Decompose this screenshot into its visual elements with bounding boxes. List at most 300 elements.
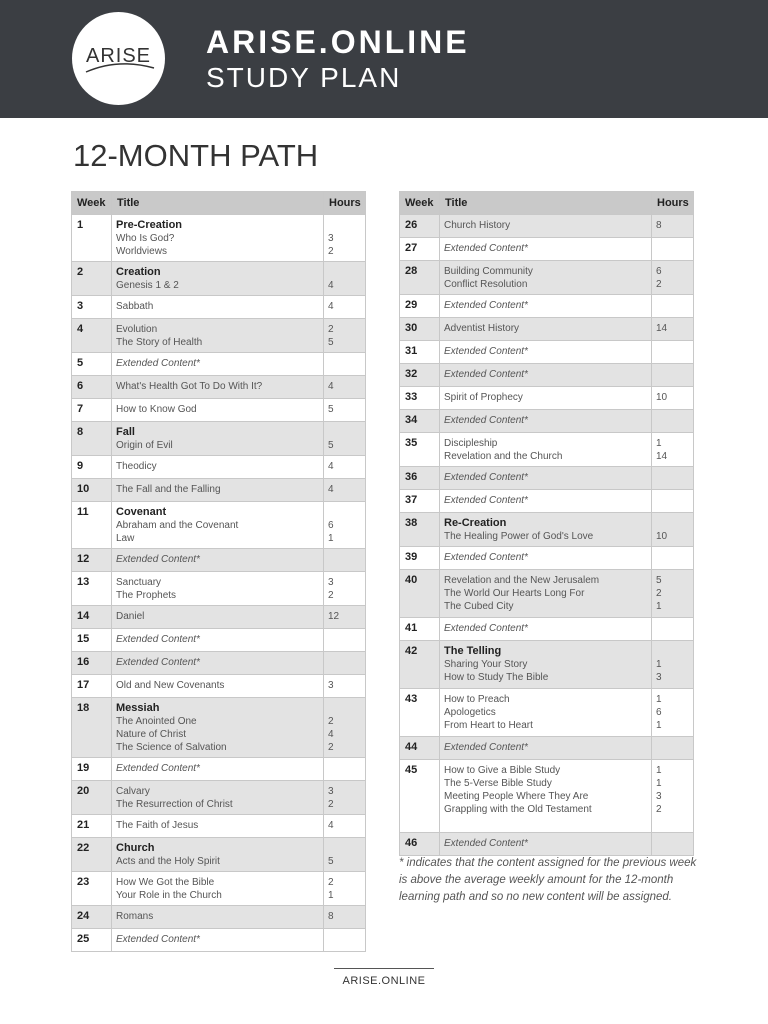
lesson-hours: 1	[656, 659, 662, 670]
table-row	[400, 295, 694, 318]
title-cell	[112, 675, 324, 698]
table-row	[72, 422, 366, 456]
lesson-hours	[656, 837, 693, 850]
left-table-body	[72, 215, 366, 952]
title-cell	[440, 570, 652, 618]
extended-content-label: Extended Content*	[444, 300, 528, 311]
title-cell	[112, 262, 324, 296]
hours-cell	[324, 815, 366, 838]
section-title: Fall	[116, 426, 135, 438]
table-row	[72, 502, 366, 549]
week-number: 34	[400, 410, 440, 433]
table-row	[400, 467, 694, 490]
lesson-hours: 14	[656, 451, 668, 462]
table-row	[400, 318, 694, 341]
lesson-title: Grappling with the Old Testament	[444, 804, 592, 815]
hours-cell	[324, 629, 366, 652]
title-cell	[440, 760, 652, 833]
title-cell	[440, 364, 652, 387]
week-number: 39	[400, 547, 440, 570]
hours-cell	[652, 433, 694, 467]
table-row	[72, 215, 366, 262]
extended-content-label: Extended Content*	[444, 495, 528, 506]
extended-content-label: Extended Content*	[444, 346, 528, 357]
hours-cell	[652, 737, 694, 760]
hours-cell	[652, 618, 694, 641]
hours-cell	[324, 262, 366, 296]
title-cell	[440, 737, 652, 760]
table-row	[400, 341, 694, 364]
title-cell	[440, 387, 652, 410]
lesson-title: Sabbath	[116, 301, 154, 312]
lesson-title: Old and New Covenants	[116, 680, 225, 691]
lesson-title: Romans	[116, 911, 154, 922]
column-header-title: Title	[440, 192, 652, 215]
hours-cell	[324, 929, 366, 952]
week-number: 29	[400, 295, 440, 318]
hours-cell	[324, 353, 366, 376]
title-cell	[440, 490, 652, 513]
week-number: 35	[400, 433, 440, 467]
table-row	[400, 760, 694, 833]
lesson-hours: 3	[656, 672, 662, 683]
week-number: 17	[72, 675, 112, 698]
title-cell	[112, 319, 324, 353]
table-row	[400, 238, 694, 261]
lesson-hours: 5	[328, 337, 334, 348]
lesson-hours: 1	[656, 601, 662, 612]
lesson-hours: 5	[328, 440, 334, 451]
extended-content-label: Extended Content*	[444, 243, 528, 254]
extended-content-label: Extended Content*	[444, 415, 528, 426]
week-number: 45	[400, 760, 440, 833]
title-cell	[112, 929, 324, 952]
lesson-hours: 2	[656, 279, 662, 290]
lesson-hours: 4	[328, 484, 334, 495]
table-row	[400, 410, 694, 433]
column-header-week: Week	[400, 192, 440, 215]
brand-title: ARISE.ONLINE	[206, 24, 470, 60]
column-header-week: Week	[72, 192, 112, 215]
hours-cell	[324, 652, 366, 675]
week-number: 19	[72, 758, 112, 781]
hours-cell	[324, 838, 366, 872]
week-number: 2	[72, 262, 112, 296]
lesson-hours	[328, 553, 365, 566]
lesson-title: How to Study The Bible	[444, 672, 549, 683]
title-cell	[112, 549, 324, 572]
week-number: 27	[400, 238, 440, 261]
lesson-hours: 1	[656, 765, 662, 776]
right-table-body	[400, 215, 694, 856]
lesson-hours: 3	[328, 577, 334, 588]
title-cell	[112, 296, 324, 319]
lesson-hours	[656, 368, 693, 381]
lesson-title: Adventist History	[444, 323, 520, 334]
table-header-row	[72, 192, 366, 215]
week-number: 36	[400, 467, 440, 490]
table-row	[400, 689, 694, 737]
table-header-row	[400, 192, 694, 215]
week-number: 3	[72, 296, 112, 319]
lesson-hours	[328, 426, 365, 439]
hours-cell	[652, 490, 694, 513]
title-cell	[112, 456, 324, 479]
lesson-hours: 4	[328, 381, 334, 392]
title-cell	[112, 215, 324, 262]
week-number: 30	[400, 318, 440, 341]
table-row	[72, 906, 366, 929]
title-cell	[112, 838, 324, 872]
hours-cell	[652, 387, 694, 410]
lesson-hours: 6	[656, 266, 662, 277]
hours-cell	[652, 364, 694, 387]
table-row	[72, 262, 366, 296]
title-cell	[440, 410, 652, 433]
section-title: The Telling	[444, 645, 502, 657]
left-schedule-table	[71, 191, 366, 952]
title-cell	[440, 215, 652, 238]
extended-content-label: Extended Content*	[444, 369, 528, 380]
table-row	[72, 698, 366, 758]
lesson-hours: 5	[656, 575, 662, 586]
lesson-hours	[328, 842, 365, 855]
lesson-hours: 10	[656, 531, 668, 542]
week-number: 44	[400, 737, 440, 760]
table-row	[400, 833, 694, 856]
title-cell	[440, 295, 652, 318]
lesson-title: The Healing Power of God's Love	[444, 531, 594, 542]
title-cell	[440, 547, 652, 570]
lesson-title: Who Is God?	[116, 233, 175, 244]
extended-content-label: Extended Content*	[444, 838, 528, 849]
hours-cell	[652, 215, 694, 238]
week-number: 25	[72, 929, 112, 952]
section-title: Church	[116, 842, 155, 854]
logo-text: ARISE	[85, 45, 152, 67]
hours-cell	[652, 689, 694, 737]
extended-content-label: Extended Content*	[444, 623, 528, 634]
hours-cell	[324, 376, 366, 399]
table-row	[400, 618, 694, 641]
lesson-hours: 14	[656, 323, 668, 334]
header-banner	[0, 0, 768, 118]
hours-cell	[324, 296, 366, 319]
week-number: 7	[72, 399, 112, 422]
lesson-title: Genesis 1 & 2	[116, 280, 179, 291]
table-row	[72, 815, 366, 838]
table-row	[400, 570, 694, 618]
column-header-hours: Hours	[652, 192, 694, 215]
title-cell	[112, 698, 324, 758]
lesson-title: The Resurrection of Christ	[116, 799, 233, 810]
lesson-title: The 5-Verse Bible Study	[444, 778, 552, 789]
week-number: 40	[400, 570, 440, 618]
lesson-hours: 2	[328, 716, 334, 727]
lesson-hours: 8	[656, 220, 662, 231]
hours-cell	[324, 502, 366, 549]
hours-cell	[652, 760, 694, 833]
hours-cell	[652, 833, 694, 856]
title-cell	[112, 502, 324, 549]
title-cell	[112, 781, 324, 815]
lesson-title: Spirit of Prophecy	[444, 392, 523, 403]
table-row	[72, 456, 366, 479]
title-cell	[440, 238, 652, 261]
title-cell	[440, 513, 652, 547]
extended-content-label: Extended Content*	[444, 472, 528, 483]
title-cell	[440, 341, 652, 364]
hours-cell	[652, 513, 694, 547]
title-cell	[440, 261, 652, 295]
hours-cell	[652, 261, 694, 295]
lesson-hours: 2	[656, 804, 662, 815]
hours-cell	[324, 906, 366, 929]
lesson-hours: 2	[328, 246, 334, 257]
section-title: Messiah	[116, 702, 160, 714]
lesson-hours	[656, 741, 693, 754]
lesson-title: Apologetics	[444, 707, 496, 718]
lesson-hours: 12	[328, 611, 340, 622]
week-number: 14	[72, 606, 112, 629]
lesson-hours: 6	[328, 520, 334, 531]
lesson-title: Origin of Evil	[116, 440, 173, 451]
lesson-title: The World Our Hearts Long For	[444, 588, 585, 599]
lesson-hours	[656, 299, 693, 312]
table-row	[400, 215, 694, 238]
table-row	[72, 838, 366, 872]
week-number: 16	[72, 652, 112, 675]
right-schedule-table	[399, 191, 694, 856]
lesson-title: Your Role in the Church	[116, 890, 222, 901]
lesson-hours: 1	[656, 438, 662, 449]
lesson-hours	[656, 242, 693, 255]
table-row	[400, 513, 694, 547]
lesson-hours	[656, 494, 693, 507]
table-row	[72, 652, 366, 675]
hours-cell	[324, 675, 366, 698]
lesson-title: The Story of Health	[116, 337, 203, 348]
week-number: 9	[72, 456, 112, 479]
lesson-hours	[656, 471, 693, 484]
title-cell	[112, 906, 324, 929]
lesson-hours: 1	[328, 533, 334, 544]
week-number: 18	[72, 698, 112, 758]
hours-cell	[652, 295, 694, 318]
lesson-title: Nature of Christ	[116, 729, 187, 740]
hours-cell	[652, 467, 694, 490]
lesson-hours: 4	[328, 729, 334, 740]
week-number: 21	[72, 815, 112, 838]
lesson-title: The Anointed One	[116, 716, 197, 727]
table-row	[400, 261, 694, 295]
table-row	[72, 872, 366, 906]
week-number: 20	[72, 781, 112, 815]
lesson-title: Sanctuary	[116, 577, 162, 588]
lesson-hours	[656, 622, 693, 635]
table-row	[400, 490, 694, 513]
lesson-hours: 8	[328, 911, 334, 922]
title-cell	[112, 353, 324, 376]
lesson-title: Abraham and the Covenant	[116, 520, 239, 531]
lesson-hours: 2	[656, 588, 662, 599]
lesson-title: Building Community	[444, 266, 533, 277]
hours-cell	[324, 872, 366, 906]
week-number: 33	[400, 387, 440, 410]
lesson-title: Daniel	[116, 611, 145, 622]
week-number: 46	[400, 833, 440, 856]
hours-cell	[324, 698, 366, 758]
table-row	[400, 641, 694, 689]
week-number: 6	[72, 376, 112, 399]
extended-content-label: Extended Content*	[116, 763, 200, 774]
lesson-title: From Heart to Heart	[444, 720, 533, 731]
table-row	[72, 606, 366, 629]
title-cell	[112, 606, 324, 629]
lesson-title: Church History	[444, 220, 511, 231]
table-row	[400, 433, 694, 467]
footer-link[interactable]: ARISE.ONLINE	[342, 975, 426, 987]
week-number: 43	[400, 689, 440, 737]
lesson-hours: 4	[328, 820, 334, 831]
week-number: 8	[72, 422, 112, 456]
hours-cell	[324, 422, 366, 456]
lesson-title: The Science of Salvation	[116, 742, 227, 753]
week-number: 23	[72, 872, 112, 906]
table-row	[72, 399, 366, 422]
hours-cell	[652, 570, 694, 618]
extended-content-label: Extended Content*	[116, 657, 200, 668]
title-cell	[440, 689, 652, 737]
week-number: 26	[400, 215, 440, 238]
hours-cell	[324, 319, 366, 353]
extended-content-label: Extended Content*	[444, 742, 528, 753]
section-title: Creation	[116, 266, 161, 278]
lesson-title: What's Health Got To Do With It?	[116, 381, 263, 392]
hours-cell	[324, 572, 366, 606]
week-number: 15	[72, 629, 112, 652]
title-cell	[112, 872, 324, 906]
lesson-hours	[656, 345, 693, 358]
table-row	[72, 479, 366, 502]
lesson-title: Acts and the Holy Spirit	[116, 856, 220, 867]
lesson-title: The Prophets	[116, 590, 177, 601]
week-number: 42	[400, 641, 440, 689]
lesson-title: How We Got the Bible	[116, 877, 215, 888]
lesson-title: Evolution	[116, 324, 158, 335]
lesson-hours: 2	[328, 324, 334, 335]
hours-cell	[652, 547, 694, 570]
lesson-hours	[328, 357, 365, 370]
lesson-title: The Faith of Jesus	[116, 820, 199, 831]
lesson-hours: 6	[656, 707, 662, 718]
hours-cell	[652, 410, 694, 433]
hours-cell	[652, 341, 694, 364]
page-title: 12-MONTH PATH	[73, 138, 319, 173]
footer-divider	[334, 968, 434, 969]
lesson-hours: 4	[328, 461, 334, 472]
title-cell	[112, 376, 324, 399]
table-row	[400, 387, 694, 410]
lesson-title: Revelation and the New Jerusalem	[444, 575, 600, 586]
hours-cell	[324, 781, 366, 815]
title-cell	[440, 467, 652, 490]
title-cell	[440, 618, 652, 641]
lesson-hours: 10	[656, 392, 668, 403]
column-header-title: Title	[112, 192, 324, 215]
hours-cell	[652, 318, 694, 341]
hours-cell	[324, 456, 366, 479]
extended-content-label: Extended Content*	[444, 552, 528, 563]
extended-content-label: Extended Content*	[116, 554, 200, 565]
week-number: 32	[400, 364, 440, 387]
table-row	[72, 758, 366, 781]
lesson-hours	[328, 266, 365, 279]
lesson-hours	[328, 633, 365, 646]
title-cell	[440, 641, 652, 689]
lesson-hours: 3	[328, 786, 334, 797]
lesson-hours	[328, 219, 365, 232]
week-number: 13	[72, 572, 112, 606]
lesson-title: Worldviews	[116, 246, 167, 257]
lesson-hours: 1	[656, 694, 662, 705]
lesson-hours: 3	[328, 680, 334, 691]
title-cell	[112, 758, 324, 781]
title-cell	[112, 399, 324, 422]
hours-cell	[324, 399, 366, 422]
lesson-hours	[656, 414, 693, 427]
lesson-title: Conflict Resolution	[444, 279, 528, 290]
table-row	[72, 319, 366, 353]
lesson-hours: 4	[328, 280, 334, 291]
week-number: 31	[400, 341, 440, 364]
lesson-hours: 3	[328, 233, 334, 244]
lesson-title: How to Preach	[444, 694, 510, 705]
lesson-hours	[656, 645, 693, 658]
week-number: 10	[72, 479, 112, 502]
hours-cell	[324, 215, 366, 262]
title-cell	[112, 572, 324, 606]
arise-logo	[72, 12, 165, 105]
lesson-hours	[328, 702, 365, 715]
week-number: 24	[72, 906, 112, 929]
table-row	[400, 364, 694, 387]
lesson-hours: 3	[656, 791, 662, 802]
lesson-hours	[656, 551, 693, 564]
hours-cell	[652, 641, 694, 689]
table-row	[400, 547, 694, 570]
lesson-title: Discipleship	[444, 438, 498, 449]
lesson-title: The Cubed City	[444, 601, 514, 612]
hours-cell	[324, 479, 366, 502]
title-cell	[440, 433, 652, 467]
week-number: 1	[72, 215, 112, 262]
week-number: 28	[400, 261, 440, 295]
lesson-hours: 1	[656, 778, 662, 789]
lesson-hours: 2	[328, 877, 334, 888]
table-row	[72, 572, 366, 606]
brand-subtitle: STUDY PLAN	[206, 62, 402, 93]
lesson-title: Law	[116, 533, 135, 544]
footnote: * indicates that the content assigned for the previous week is above the average weekly amount for the 12-month learning path and so no new content will be assigned.	[399, 857, 697, 903]
title-cell	[112, 422, 324, 456]
week-number: 12	[72, 549, 112, 572]
lesson-title: Calvary	[116, 786, 150, 797]
column-header-hours: Hours	[324, 192, 366, 215]
section-title: Re-Creation	[444, 517, 507, 529]
lesson-title: How to Give a Bible Study	[444, 765, 561, 776]
title-cell	[112, 652, 324, 675]
